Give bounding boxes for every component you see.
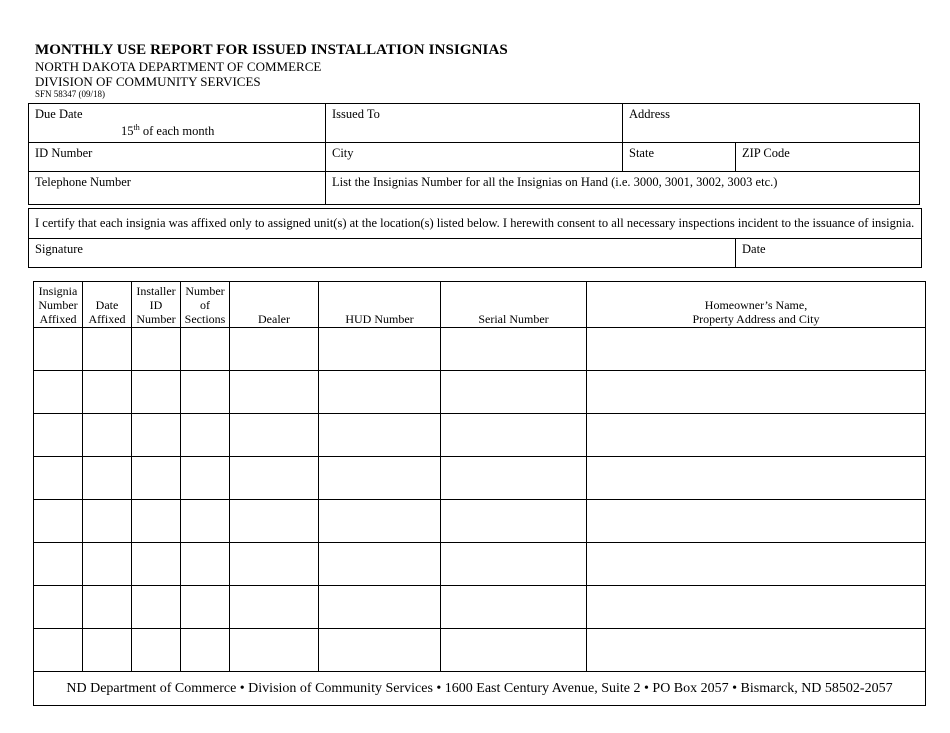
entry-date-affixed[interactable] [83,500,132,543]
entry-installer-id-number[interactable] [132,457,181,500]
entry-hud-number[interactable] [319,371,441,414]
entry-hud-number[interactable] [319,457,441,500]
column-header-line: Number [38,298,78,312]
state-field[interactable] [623,143,736,172]
entry-date-affixed[interactable] [83,414,132,457]
column-header-line: Number [185,284,225,298]
due-date-cell [29,104,326,143]
entry-number-of-sections[interactable] [181,586,230,629]
entry-number-of-sections[interactable] [181,371,230,414]
table-row [34,371,926,414]
entry-installer-id-number[interactable] [132,371,181,414]
entry-date-affixed[interactable] [83,543,132,586]
entry-dealer[interactable] [230,457,319,500]
entry-number-of-sections[interactable] [181,500,230,543]
entry-serial-number[interactable] [441,543,587,586]
entry-homeowner-name-address-city[interactable] [587,414,926,457]
entry-installer-id-number[interactable] [132,328,181,371]
entry-dealer[interactable] [230,414,319,457]
entry-insignia-number-affixed[interactable] [34,586,83,629]
column-header-line: Affixed [88,312,126,326]
entry-installer-id-number[interactable] [132,414,181,457]
date-field[interactable] [736,239,922,268]
table-row [34,629,926,672]
column-header-hud-number [319,282,441,328]
entry-serial-number[interactable] [441,328,587,371]
signature-label: Signature [35,242,83,256]
column-header-line: Number [136,312,176,326]
entry-dealer[interactable] [230,586,319,629]
entry-dealer[interactable] [230,500,319,543]
entry-serial-number[interactable] [441,457,587,500]
entry-number-of-sections[interactable] [181,629,230,672]
column-header-line: Serial Number [478,312,549,326]
entry-homeowner-name-address-city[interactable] [587,629,926,672]
entry-insignia-number-affixed[interactable] [34,457,83,500]
entry-homeowner-name-address-city[interactable] [587,328,926,371]
column-header-dealer [230,282,319,328]
entry-date-affixed[interactable] [83,371,132,414]
column-header-line: Sections [184,312,226,326]
column-header-installer-id-number [132,282,181,328]
entry-number-of-sections[interactable] [181,457,230,500]
entry-number-of-sections[interactable] [181,328,230,371]
issued-to-label: Issued To [332,107,380,121]
entry-installer-id-number[interactable] [132,629,181,672]
entry-insignia-number-affixed[interactable] [34,500,83,543]
table-row [34,500,926,543]
entry-serial-number[interactable] [441,629,587,672]
column-header-line: HUD Number [345,312,414,326]
table-row [34,586,926,629]
address-label: Address [629,107,670,121]
column-header-insignia-number-affixed [34,282,83,328]
column-header-line: ID [149,298,163,312]
footer-address: ND Department of Commerce • Division of Community Services • 1600 East Century Avenue, Suite 2 • PO Box 2057 • Bismarck, ND 58502-2057 [34,672,926,706]
entry-hud-number[interactable] [319,500,441,543]
division-name: DIVISION OF COMMUNITY SERVICES [35,74,261,89]
signature-field[interactable] [29,239,736,268]
column-header-line: Dealer [258,312,290,326]
entry-insignia-number-affixed[interactable] [34,629,83,672]
column-header-line: Insignia [38,284,78,298]
column-header-line: Homeowner’s Name, [704,298,808,312]
entry-date-affixed[interactable] [83,586,132,629]
column-header-line: Property Address and City [692,312,820,326]
certification-statement-cell [29,209,922,239]
entry-insignia-number-affixed[interactable] [34,543,83,586]
entry-insignia-number-affixed[interactable] [34,371,83,414]
issued-to-field[interactable] [326,104,623,143]
entry-installer-id-number[interactable] [132,500,181,543]
telephone-field[interactable] [29,172,326,205]
entry-hud-number[interactable] [319,586,441,629]
zip-code-field[interactable] [736,143,920,172]
entry-serial-number[interactable] [441,586,587,629]
form-title: MONTHLY USE REPORT FOR ISSUED INSTALLATION INSIGNIAS [35,42,508,58]
insignias-on-hand-label: List the Insignias Number for all the Insignias on Hand (i.e. 3000, 3001, 3002, 3003 etc.) [332,175,778,190]
id-number-field[interactable] [29,143,326,172]
column-header-line: Affixed [39,312,77,326]
entry-dealer[interactable] [230,328,319,371]
telephone-label: Telephone Number [35,175,131,190]
column-header-line: Installer [136,284,176,298]
address-field[interactable] [623,104,920,143]
certification-statement: I certify that each insignia was affixed only to assigned unit(s) at the location(s) listed below. I herewith consent to all necessary inspections incident to the issuance of insignia. [35,216,915,230]
entry-insignia-number-affixed[interactable] [34,414,83,457]
table-row [34,457,926,500]
state-label: State [629,146,654,161]
column-header-line: Date [95,298,119,312]
table-row [34,543,926,586]
entry-hud-number[interactable] [319,414,441,457]
department-name: NORTH DAKOTA DEPARTMENT OF COMMERCE [35,59,322,74]
info-section [28,103,920,205]
entry-hud-number[interactable] [319,328,441,371]
insignia-log-table [33,281,926,706]
entry-homeowner-name-address-city[interactable] [587,543,926,586]
entry-serial-number[interactable] [441,371,587,414]
entry-homeowner-name-address-city[interactable] [587,457,926,500]
entry-serial-number[interactable] [441,500,587,543]
entry-homeowner-name-address-city[interactable] [587,500,926,543]
entry-number-of-sections[interactable] [181,543,230,586]
certification-section [28,208,922,268]
date-label: Date [742,242,766,256]
insignias-on-hand-field[interactable] [326,172,920,205]
table-row [34,414,926,457]
city-label: City [332,146,354,161]
entry-date-affixed[interactable] [83,629,132,672]
entry-hud-number[interactable] [319,543,441,586]
column-header-date-affixed [83,282,132,328]
city-field[interactable] [326,143,623,172]
zip-code-label: ZIP Code [742,146,790,161]
entry-date-affixed[interactable] [83,457,132,500]
entry-homeowner-name-address-city[interactable] [587,586,926,629]
entry-dealer[interactable] [230,629,319,672]
due-date-label: Due Date [35,107,83,121]
entry-insignia-number-affixed[interactable] [34,328,83,371]
entry-date-affixed[interactable] [83,328,132,371]
entry-number-of-sections[interactable] [181,414,230,457]
entry-dealer[interactable] [230,543,319,586]
table-row [34,328,926,371]
entry-installer-id-number[interactable] [132,543,181,586]
form-number: SFN 58347 (09/18) [35,89,106,99]
entry-dealer[interactable] [230,371,319,414]
entry-hud-number[interactable] [319,629,441,672]
id-number-label: ID Number [35,146,93,161]
entry-homeowner-name-address-city[interactable] [587,371,926,414]
entry-serial-number[interactable] [441,414,587,457]
column-header-homeowner-name-address-city [587,282,926,328]
column-header-serial-number [441,282,587,328]
column-header-line: of [200,298,210,312]
entry-installer-id-number[interactable] [132,586,181,629]
due-date-value: 15th of each month [121,123,215,139]
column-header-number-of-sections [181,282,230,328]
